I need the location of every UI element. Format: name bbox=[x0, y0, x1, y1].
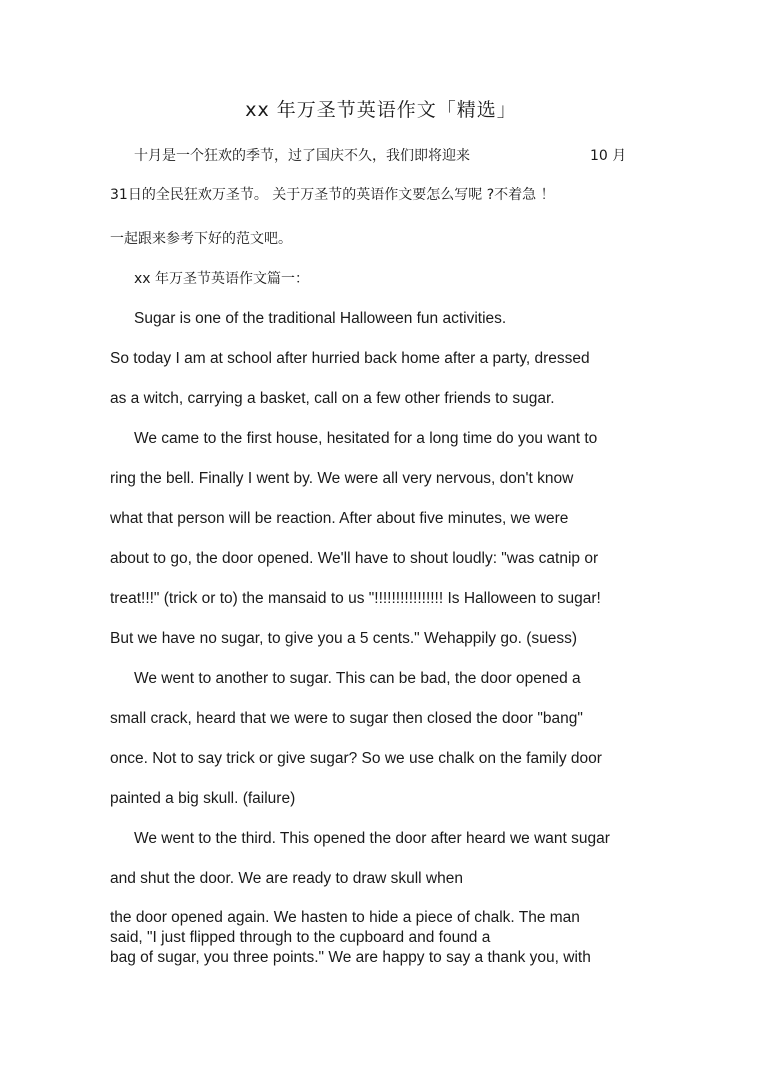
essay-line: once. Not to say trick or give sugar? So we use chalk on the family door bbox=[110, 750, 602, 767]
essay-line: treat!!!" (trick or to) the mansaid to us "!!!!!!!!!!!!!!!! Is Halloween to sugar! bbox=[110, 590, 601, 607]
essay-line: what that person will be reaction. After about five minutes, we were bbox=[110, 510, 569, 527]
essay-line: So today I am at school after hurried back home after a party, dressed bbox=[110, 350, 590, 367]
essay-line: But we have no sugar, to give you a 5 cents." Wehappily go. (suess) bbox=[110, 630, 578, 647]
essay-line: bag of sugar, you three points." We are happy to say a thank you, with bbox=[110, 949, 591, 966]
essay-line: We came to the first house, hesitated for a long time do you want to bbox=[134, 430, 598, 447]
intro-line-3: 一起跟来参考下好的范文吧。 bbox=[110, 231, 292, 247]
essay-line: ring the bell. Finally I went by. We were all very nervous, don't know bbox=[110, 470, 574, 487]
essay-line: painted a big skull. (failure) bbox=[110, 790, 296, 807]
essay-line: as a witch, carrying a basket, call on a few other friends to sugar. bbox=[110, 390, 555, 407]
essay-line: We went to the third. This opened the door after heard we want sugar bbox=[134, 830, 610, 847]
essay-line: and shut the door. We are ready to draw skull when bbox=[110, 870, 463, 887]
essay-line: small crack, heard that we were to sugar then closed the door "bang" bbox=[110, 710, 583, 727]
document-title: xx 年万圣节英语作文「精选」 bbox=[245, 99, 517, 121]
essay-line: about to go, the door opened. We'll have to shout loudly: "was catnip or bbox=[110, 550, 599, 567]
intro-line-2: 31日的全民狂欢万圣节。 关于万圣节的英语作文要怎么写呢 ?不着急 ！ bbox=[110, 187, 555, 203]
section-heading: xx 年万圣节英语作文篇一： bbox=[134, 271, 310, 287]
essay-line: We went to another to sugar. This can be bad, the door opened a bbox=[134, 670, 581, 687]
essay-line: said, "I just flipped through to the cupboard and found a bbox=[110, 929, 491, 946]
essay-line: the door opened again. We hasten to hide a piece of chalk. The man bbox=[110, 909, 580, 926]
intro-line-1a: 十月是一个狂欢的季节，过了国庆不久，我们即将迎来 bbox=[134, 148, 470, 164]
intro-line-1b: 10 月 bbox=[590, 148, 627, 164]
essay-line: Sugar is one of the traditional Halloween fun activities. bbox=[134, 310, 507, 327]
